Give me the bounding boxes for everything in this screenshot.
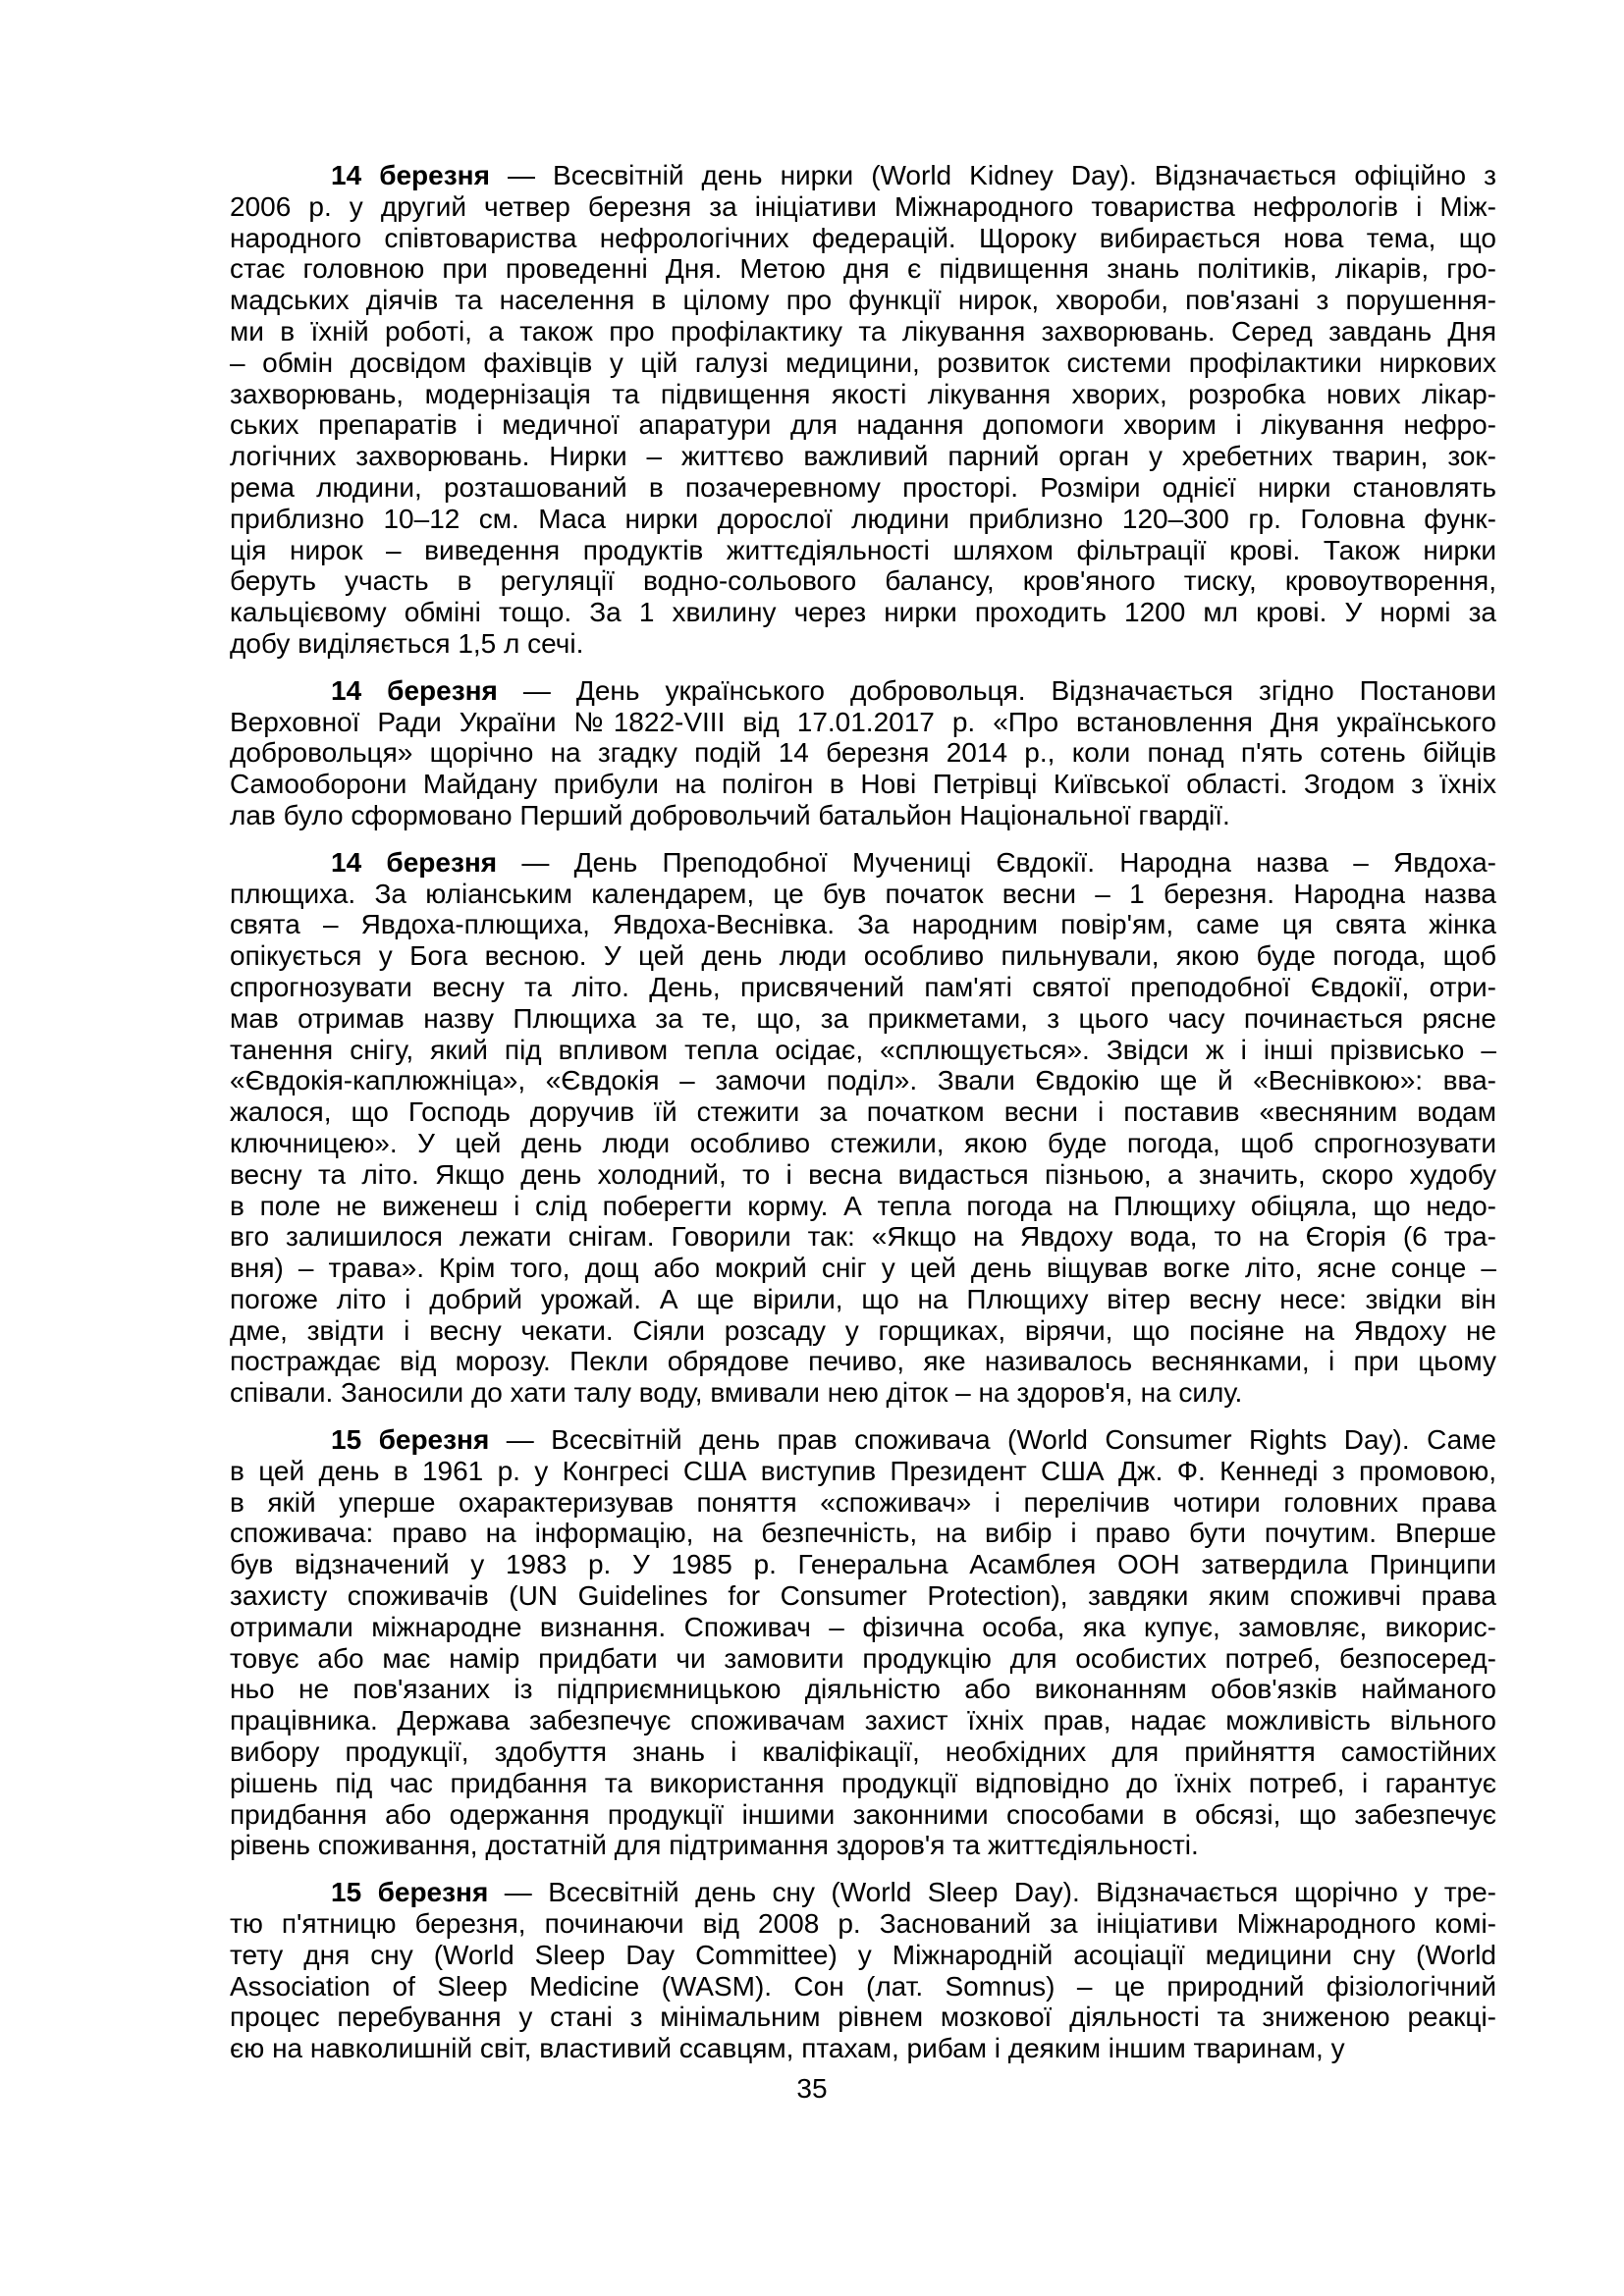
text-line: процес перебування у стані з мінімальним рівнем мозкової діяльності та зниженою реакці-	[230, 2002, 1496, 2033]
text-line: Association of Sleep Medicine (WASM). Сон (лат. Somnus) – це природний фізіологічний	[230, 1970, 1496, 2002]
text-line: вго залишилося лежати снігам. Говорили так: «Якщо на Явдоху вода, то на Єгорія (6 тра-	[230, 1221, 1496, 1253]
text-line: рішень під час придбання та використання продукції відповідно до їхніх потреб, і гарантує	[230, 1767, 1496, 1798]
page-number: 35	[796, 2073, 828, 2104]
paragraph-lead: 14 березня	[331, 846, 498, 878]
text-line: ція нирок – виведення продуктів життєдіяльності шляхом фільтрації крові. Також нирки	[230, 534, 1496, 565]
first-line-rest: — Всесвітній день нирки (World Kidney Day). Відзначається офіційно з	[507, 160, 1497, 190]
text-line: рівень споживання, достатній для підтримання здоров'я та життєдіяльності.	[230, 1830, 1199, 1861]
text-line: працівника. Держава забезпечує споживачам захист їхніх прав, надає можливість вільного	[230, 1705, 1496, 1736]
text-line: товує або має намір придбати чи замовити продукцію для особистих потреб, безпосеред-	[230, 1642, 1496, 1674]
paragraph	[230, 160, 1496, 660]
paragraph	[230, 1424, 1496, 1861]
text-line: приблизно 10–12 см. Маса нирки дорослої людини приблизно 120–300 гр. Головна функ-	[230, 503, 1496, 534]
text-line: був відзначений у 1983 р. У 1985 р. Генеральна Асамблея ООН затвердила Принципи	[230, 1549, 1496, 1580]
text-line: танення снігу, який під впливом тепла осідає, «сплющується». Звідси ж і інші прізвисько –	[230, 1034, 1496, 1065]
text-line: Самооборони Майдану прибули на полігон в Нові Петрівці Київської області. Згодом з їхніх	[230, 769, 1496, 800]
text-line: беруть участь в регуляції водно-сольового балансу, кров'яного тиску, кровоутворення,	[230, 565, 1496, 597]
text-line: в поле не виженеш і слід поберегти корму. А тепла погода на Плющиху обіцяла, що недо-	[230, 1190, 1496, 1221]
text-line: плющиха. За юліанським календарем, це був початок весни – 1 березня. Народна назва	[230, 878, 1496, 909]
text-line: тету дня сну (World Sleep Day Committee) у Міжнародній асоціації медицини сну (World	[230, 1939, 1496, 1970]
first-line-rest: — День українського добровольця. Відзначається згідно Постанови	[522, 674, 1497, 706]
first-line-rest: — День Преподобної Мучениці Євдокії. Народна назва – Явдоха-	[521, 846, 1496, 878]
paragraph-lead: 14 березня	[331, 160, 490, 190]
text-line: спрогнозувати весну та літо. День, присвячений пам'яті святої преподобної Євдокії, отри-	[230, 971, 1496, 1002]
text-line: захворювань, модернізація та підвищення якості лікування хворих, розробка нових лікар-	[230, 378, 1496, 409]
paragraph-lead: 15 березня	[331, 1877, 489, 1908]
text-line: отримали міжнародне визнання. Споживач – фізична особа, яка купує, замовляє, викорис-	[230, 1611, 1496, 1642]
paragraph	[230, 847, 1496, 1409]
text-line: придбання або одержання продукції іншими законними способами в обсязі, що забезпечує	[230, 1798, 1496, 1830]
text-line: тю п'ятницю березня, починаючи від 2008 р. Заснований за ініціативи Міжнародного комі-	[230, 1908, 1496, 1940]
paragraph	[230, 675, 1496, 831]
text-line: добровольця» щорічно на згадку подій 14 березня 2014 р., коли понад п'ять сотень бійців	[230, 737, 1496, 769]
text-line: – обмін досвідом фахівців у цій галузі медицини, розвиток системи профілактики ниркових	[230, 347, 1496, 378]
text-line: в цей день в 1961 р. у Конгресі США виступив Президент США Дж. Ф. Кеннеді з промовою,	[230, 1455, 1496, 1486]
paragraph	[230, 1877, 1496, 2064]
text-line: опікується у Бога весною. У цей день люди особливо пильнували, якою буде погода, щоб	[230, 940, 1496, 972]
paragraph-lead: 15 березня	[331, 1424, 490, 1456]
paragraph-lead: 14 березня	[331, 674, 498, 706]
text-line: добу виділяється 1,5 л сечі.	[230, 627, 584, 659]
text-line: 2006 р. у другий четвер березня за ініціативи Міжнародного товариства нефрологів і Між-	[230, 190, 1496, 222]
text-line	[230, 1424, 1496, 1456]
text-line: логічних захворювань. Нирки – життєво важливий парний орган у хребетних тварин, зок-	[230, 441, 1496, 472]
text-line: Верховної Ради України №1822-VIII від 17.01.2017 р. «Про встановлення Дня українського	[230, 706, 1496, 737]
text-line: вибору продукції, здобуття знань і кваліфікації, необхідних для прийняття самостійних	[230, 1736, 1496, 1768]
text-line: ньо не пов'язаних із підприємницькою діяльністю або виконанням обов'язків найманого	[230, 1674, 1496, 1705]
text-line: рема людини, розташований в позачеревному просторі. Розміри однієї нирки становлять	[230, 471, 1496, 503]
text-line: мав отримав назву Плющиха за те, що, за прикметами, з цього часу починається рясне	[230, 1002, 1496, 1034]
text-line: єю на навколишній світ, властивий ссавцям, птахам, рибам і деяким іншим тваринам, у	[230, 2033, 1345, 2064]
text-line	[230, 847, 1496, 879]
text-line: жалося, що Господь доручив їй стежити за початком весни і поставив «весняним водам	[230, 1096, 1496, 1128]
first-line-rest: — Всесвітній день сну (World Sleep Day). Відзначається щорічно у тре-	[504, 1877, 1497, 1908]
text-line: захисту споживачів (UN Guidelines for Consumer Protection), завдяки яким споживчі права	[230, 1580, 1496, 1612]
text-line: дме, звідти і весну чекати. Сіяли розсаду у горщиках, вірячи, що посіяне на Явдоху не	[230, 1314, 1496, 1346]
text-line: в якій уперше охарактеризував поняття «споживач» і перелічив чотири головних права	[230, 1486, 1496, 1518]
text-line: споживача: право на інформацію, на безпечність, на вибір і право бути почутим. Вперше	[230, 1518, 1496, 1549]
text-line: свята – Явдоха-плющиха, Явдоха-Веснівка. За народним повір'ям, саме ця свята жінка	[230, 909, 1496, 940]
text-line	[230, 675, 1496, 707]
text-line: співали. Заносили до хати талу воду, вмивали нею діток – на здоров'я, на силу.	[230, 1377, 1243, 1409]
text-line: ми в їхній роботі, а також про профілактику та лікування захворювань. Серед завдань Дня	[230, 315, 1496, 347]
text-line: народного співтовариства нефрологічних федерацій. Щороку вибирається нова тема, що	[230, 222, 1496, 253]
text-line: стає головною при проведенні Дня. Метою дня є підвищення знань політиків, лікарів, гро-	[230, 253, 1496, 285]
text-line: вня) – трава». Крім того, дощ або мокрий сніг у цей день віщував вогке літо, ясне сонце –	[230, 1253, 1496, 1284]
text-line: весну та літо. Якщо день холодний, то і весна видасться пізньою, а значить, скоро худобу	[230, 1158, 1496, 1190]
text-line: мадських діячів та населення в цілому про функції нирок, хвороби, пов'язані з порушення-	[230, 285, 1496, 316]
first-line-rest: — Всесвітній день прав споживача (World Consumer Rights Day). Саме	[506, 1424, 1497, 1456]
text-line: постраждає від морозу. Пекли обрядове печиво, яке називалось веснянками, і при цьому	[230, 1346, 1496, 1377]
text-block	[230, 160, 1496, 2064]
text-line	[230, 1877, 1496, 1908]
text-line: кальцієвому обміні тощо. За 1 хвилину через нирки проходить 1200 мл крові. У нормі за	[230, 597, 1496, 628]
text-line	[230, 160, 1496, 191]
text-line: лав було сформовано Перший добровольчий батальйон Національної гвардії.	[230, 799, 1230, 830]
text-line: ключницею». У цей день люди особливо стежили, якою буде погода, щоб спрогнозувати	[230, 1127, 1496, 1158]
text-line: погоже літо і добрий урожай. А ще вірили, що на Плющиху вітер весну несе: звідки він	[230, 1283, 1496, 1314]
text-line: ських препаратів і медичної апаратури для надання допомоги хворим і лікування нефро-	[230, 409, 1496, 441]
text-line: «Євдокія-каплюжніца», «Євдокія – замочи поділ». Звали Євдокію ще й «Веснівкою»: вва-	[230, 1065, 1496, 1096]
